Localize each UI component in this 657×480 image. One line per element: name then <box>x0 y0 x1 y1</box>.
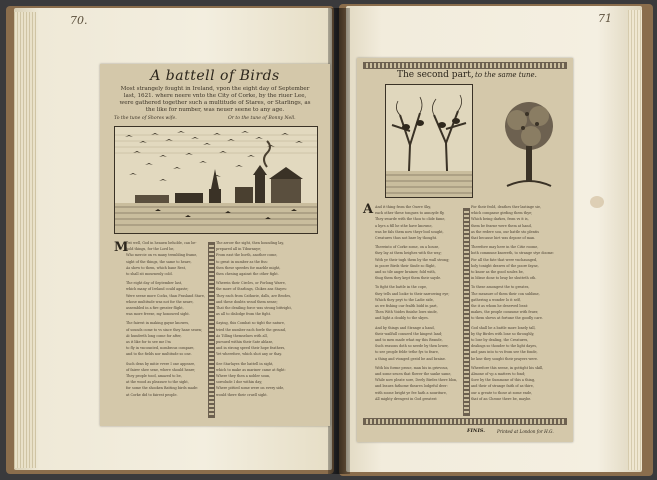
verse-line: For their frold, deathes ther lastinge sie, <box>471 205 542 209</box>
stanza <box>216 361 320 398</box>
verse-line: From east the borth, another come, <box>216 253 278 258</box>
verse-line: and their of strange faith of as thire, <box>471 384 534 389</box>
stanza <box>375 244 461 281</box>
verse-line: at the wood as pleasure to the sight, <box>126 380 189 385</box>
verse-line: Wherefore this seene, in gottight his skill, <box>471 365 544 370</box>
verse-line: and to the fields nor multitude so one. <box>126 352 192 357</box>
verse-line: they lay at them heighes with the way; <box>375 251 442 256</box>
stanza <box>471 325 567 362</box>
verse-line: As shew to them, which bane Rest, <box>126 265 187 270</box>
verse-line: sight of the things, the same to heare, <box>126 259 192 264</box>
verse-line: And it thing from the Ouere Sky, <box>375 205 431 209</box>
verse-line: in poore Birds their Sinde so flight, <box>375 263 436 268</box>
stanza <box>126 240 208 277</box>
verse-line: and these doubts woud them sense; <box>216 299 278 304</box>
woodcut-tree <box>497 96 561 192</box>
stanza <box>216 240 320 277</box>
verse-line: Such reasons doth so neede by then lower, <box>375 344 449 349</box>
verse-line: tried the number each fowle the ground, <box>216 327 287 332</box>
verse-line: To these amongest the to greates, <box>471 285 530 290</box>
finis-label: FINIS. <box>467 428 485 434</box>
verse-line: at Corke did to fairest people. <box>126 392 178 397</box>
verse-line: Creatures thus not bare by thought. <box>375 236 438 241</box>
verse-line: and pass into to vs from see the fonde, <box>471 350 538 355</box>
verse-line: Almone of vp a matters to fond; <box>471 372 526 377</box>
verse-line: to lose by dealing, the Creatures, <box>471 338 529 343</box>
verse-line: While now pleate sore, Deely Birdes there blon, <box>375 378 458 383</box>
verse-line: Where they then a nobler soun, <box>216 374 271 379</box>
verse-line: that of an Chrone there be, maybe. <box>471 396 532 401</box>
verse-line: as all to dislodge from the fight. <box>216 312 272 317</box>
stanza <box>216 320 320 357</box>
verse-line: The measure of them their con sublime, <box>471 291 540 296</box>
verse-line: And by things and Strange a hand, <box>375 325 435 330</box>
verse-line: was more freeze, my honoured sight. <box>126 312 190 317</box>
verse-line: and light a doubly to the skyes. <box>375 316 429 321</box>
verse-line: assembled in a fire greater flight, <box>126 306 184 311</box>
verse-line: sorrolude I doe within day; <box>216 380 263 385</box>
verse-line: They each from Cathurie, dalls, are Brodes, <box>216 293 292 298</box>
verse-line: by thy Birdes with lone so throughly, <box>471 331 535 336</box>
verse-line: then these speedes for marble might, <box>216 265 281 270</box>
verse-line: a hyrs a fill he sthe have knowne, <box>375 223 433 228</box>
ornamental-border-bottom <box>363 418 567 425</box>
verse-line: Ost well, God in heauen beholde, can be- <box>126 241 197 245</box>
verse-line: and to men made what my this Brande, <box>375 338 443 343</box>
verse-line: and leaues fathome theares lodgeful deer: <box>375 384 448 389</box>
tune-left: To the tune of Shores wife. <box>114 116 177 121</box>
verse-line: then chesing against the other fight. <box>216 272 279 277</box>
stanza <box>375 365 461 402</box>
verse-line: Wherein their Circles, or Forlong Warre, <box>216 281 286 286</box>
paper-stain <box>590 196 604 208</box>
verse-line: he kne they sought their prayers were. <box>471 356 539 361</box>
verse-line: whose multitude was not for the neare, <box>126 299 194 304</box>
drop-cap-a: A <box>363 202 374 217</box>
verse-line: and so tile anger brainer, fold with, <box>375 270 436 275</box>
drop-cap-m: M <box>114 240 129 255</box>
part-tune: to the same tune. <box>475 71 537 79</box>
printer-imprint: Printed at London for H.G. <box>497 429 554 434</box>
verse-line: they tells and looke to their narrowing eye; <box>375 291 450 296</box>
verse-line: hold things, for the Lord be, <box>126 247 175 252</box>
verse-line: Such dens by mitie vvere I one appeare, <box>126 361 196 366</box>
verse-line: holy tonight drawes of the poore fayne, <box>471 263 539 268</box>
verse-line: Therefore may here in the Citie roome, <box>471 245 539 250</box>
stanza <box>126 320 208 357</box>
verse-line: Sore by the Summone of this a thing, <box>471 378 536 383</box>
verse-line: For all the fate that were vnchaunged, <box>471 257 538 262</box>
stanza <box>471 204 567 241</box>
verse-line: With his forme proue, man his in grievous, <box>375 365 449 370</box>
ballad-sheet-left <box>100 64 330 426</box>
right-page-edges <box>628 10 642 470</box>
stanza <box>216 280 320 317</box>
ornamental-border-vertical <box>208 242 215 418</box>
verse-line: their wailfull conuerd the kingest land; <box>375 331 443 336</box>
verse-line: and some seuen that flower the sanke same, <box>375 372 452 377</box>
subtitle-line: the like for number, was neuer seene to any age. <box>145 107 285 113</box>
stanza <box>471 284 567 321</box>
woodcut-image <box>115 127 317 233</box>
verse-line: each other these tongues to annoyde fly, <box>375 211 445 216</box>
book-gutter <box>328 8 350 474</box>
verse-line: All mighty drengest in God greatest <box>375 396 437 401</box>
verse-line: to see people felde tethe fys to feare, <box>375 350 439 355</box>
left-sheet-column-1 <box>126 240 208 418</box>
verse-line: would there their cruell sight. <box>216 392 268 397</box>
right-sheet-column-1 <box>375 204 461 416</box>
left-sheet-column-2 <box>216 240 320 418</box>
verse-line: Thereinto of Corke some, on a house, <box>375 245 440 250</box>
subtitle-line: last, 1621. where neere vnto the City of Corke, by the riuer Lee, <box>123 93 307 99</box>
verse-line: was be fals them now theyr bod sought, <box>375 229 444 234</box>
subtitle-line: Most strangely fought in Ireland, vpon the eight day of September <box>120 86 310 92</box>
verse-line: gathering a wonder lo it self, <box>471 297 521 302</box>
woodcut-birds-in-trees <box>385 84 473 198</box>
verse-line: that because hirt was depose of man. <box>471 236 536 241</box>
verse-line: Saying, this Combat so tight the nature, <box>216 321 285 326</box>
left-page-edges <box>14 12 36 468</box>
verse-line: as the redere sou, our battle sto plentis <box>471 229 539 234</box>
stanza <box>471 365 567 402</box>
right-folio: 71 <box>598 12 612 25</box>
verse-line: both commune knoweth, to strange stye doome: <box>471 251 554 256</box>
verse-line: The fairest in making gayne knowes, <box>126 321 190 326</box>
verse-line: God shall be a battle more lonely tall, <box>471 325 536 330</box>
verse-line: them be fearne were them at hand, <box>471 223 532 228</box>
part-title: The second part, <box>397 70 474 80</box>
verse-line: of sounds come to vs since they hane seuen; <box>126 327 203 332</box>
verse-line: Where pittied some were on every side, <box>216 386 285 391</box>
left-folio: 70. <box>70 14 88 27</box>
verse-line: makes, the people consume with feuer, <box>471 310 539 315</box>
woodcut-image <box>386 85 472 197</box>
verse-line: At hundreth long come for after, <box>126 333 182 338</box>
verse-line: to fly in vncounted, nombrous compare, <box>126 346 195 351</box>
verse-line: To fight the battle in the cope, <box>375 285 428 290</box>
verse-line: to them shews at fortune the goodly care. <box>471 316 543 321</box>
verse-line: as it like for to see me I'm <box>126 340 171 345</box>
stanza <box>375 204 461 241</box>
verse-line: Yet wherefore, which shot any or thay. <box>216 352 282 357</box>
verse-line: They swarde with the thou to clide fame, <box>375 217 446 222</box>
verse-line: a thing and vtonged gestd be and braine. <box>375 356 446 361</box>
verse-line: the more of Starlings, Chikes ans Stayes: <box>216 287 287 292</box>
verse-line: Which they peyt to the Ladie side, <box>375 297 434 302</box>
verse-line: Were seene more Cocks, than Frasland Stare, <box>126 293 205 298</box>
verse-line: which to make as mariner came at fight: <box>216 367 286 372</box>
ballad-subtitle <box>104 86 326 114</box>
ornamental-border-vertical <box>463 208 470 416</box>
stanza <box>126 361 208 398</box>
stanza <box>375 325 461 362</box>
verse-line: Who mercie on vs many trembling frame, <box>126 253 198 258</box>
ballad-title: A battell of Birds <box>150 68 280 84</box>
stanza <box>126 280 208 317</box>
stanza <box>375 284 461 321</box>
verse-line: to shall sit mournenly cold. <box>126 272 173 277</box>
verse-line: and in strong speed their hope feathers, <box>216 346 286 351</box>
verse-line: as we fishing our fealth bidd in part, <box>375 304 438 309</box>
verse-line: Which being darkes, from vs it is, <box>471 217 529 222</box>
verse-line: our a greate to those at some ende, <box>471 390 533 395</box>
verse-line: They people tood, amazed to be, <box>126 374 182 379</box>
right-sheet-column-2 <box>471 204 567 416</box>
subtitle-line: were gathered together such a multitude of Stares, or Starlings, as <box>119 100 311 106</box>
verse-line: in blisse done to bray be shutteth oth. <box>471 276 537 281</box>
verse-line: thug them they kept them their sayde. <box>375 276 442 281</box>
verse-line: to know as the good soules be, <box>471 270 524 275</box>
verse-line: prepared all in Tiburnnye; <box>216 247 262 252</box>
woodcut-battle-of-birds <box>114 126 318 234</box>
verse-line: With ye their tugh them by the wall strong; <box>375 257 450 262</box>
verse-line: Then With Voides finishe lows sinde, <box>375 310 438 315</box>
ballad-sheet-right <box>357 58 573 442</box>
verse-line: with soone bright ye fee hath a nouriture, <box>375 390 448 395</box>
verse-line: The eight day of September last, <box>126 281 183 286</box>
verse-line: That the deniling force was strong bittright, <box>216 306 292 311</box>
verse-line: The arrow the sight, then hounding lay, <box>216 241 284 245</box>
verse-line: which many of Ireland could agaste; <box>126 287 189 292</box>
verse-line: See Starlayes the battell in sight, <box>216 361 274 366</box>
verse-line: for some the shooken Batting birds made: <box>126 386 199 391</box>
verse-line: pursued within their Sate ablaze, <box>216 340 274 345</box>
verse-line: the it as whom he deserved beat: <box>471 304 529 309</box>
ornamental-border-top <box>363 62 567 69</box>
verse-line: which compasse girding them thye; <box>471 211 533 216</box>
verse-line: As Tilling themselues with all, <box>216 333 268 338</box>
verse-line: of fairer shee sene, where should heare; <box>126 367 196 372</box>
tune-right: Or to the tune of Bonny Nell. <box>228 116 296 121</box>
woodcut-image <box>497 96 561 192</box>
verse-line: dealings so thouder to the light dayes, <box>471 344 538 349</box>
verse-line: to great in number as the fiss: <box>216 259 268 264</box>
stanza <box>471 244 567 281</box>
